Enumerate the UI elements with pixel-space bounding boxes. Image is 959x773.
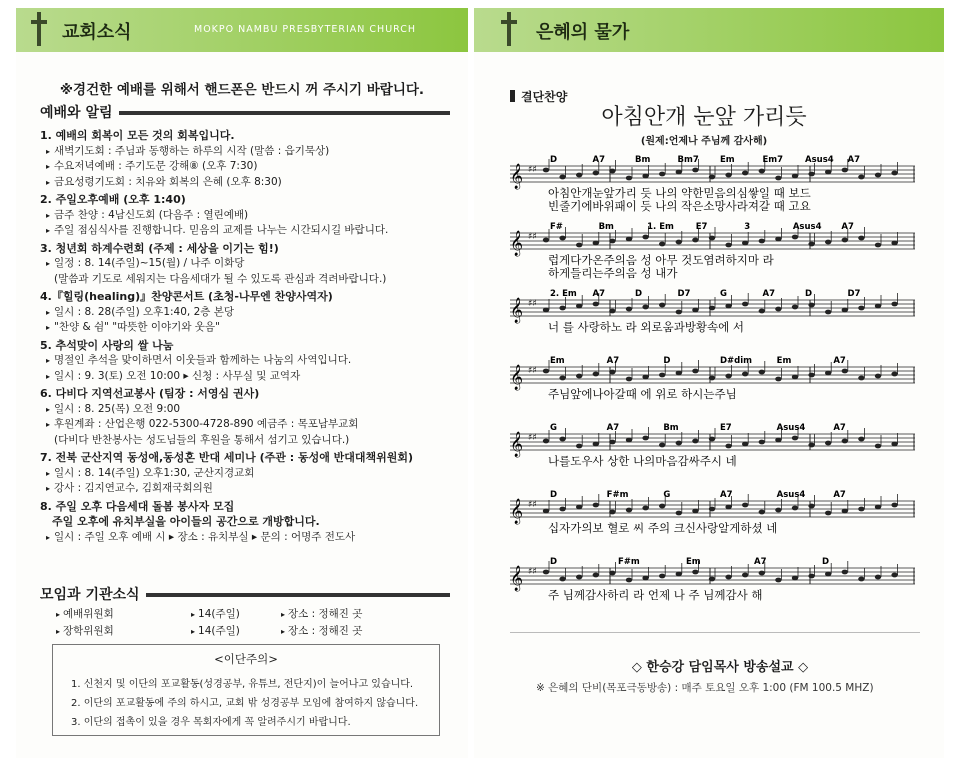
chord-label: Asus4 bbox=[805, 155, 834, 165]
music-note bbox=[725, 243, 731, 248]
music-note bbox=[842, 238, 848, 243]
music-note bbox=[825, 572, 831, 577]
radio-broadcast-info: ※ 은혜의 단비(목포극동방송) : 매주 토요일 오후 1:00 (FM 100.5 MHZ) bbox=[536, 682, 874, 694]
music-note bbox=[875, 444, 881, 449]
music-note bbox=[626, 176, 632, 181]
music-note bbox=[825, 240, 831, 245]
music-note bbox=[725, 575, 731, 580]
chord-label: A7 bbox=[720, 490, 733, 500]
music-note bbox=[559, 236, 565, 241]
music-note bbox=[676, 170, 682, 175]
announcement-detail: ▸ 일정 : 8. 14(주일)~15(월) / 나주 이화당 bbox=[40, 256, 460, 272]
chord-label: D bbox=[822, 557, 830, 567]
meetings-section-title: 모임과 기관소식 bbox=[40, 587, 146, 603]
meeting-name: 장학위원회 bbox=[63, 625, 114, 637]
treble-clef-icon: 𝄞 bbox=[510, 231, 524, 256]
music-note bbox=[858, 306, 864, 311]
music-note bbox=[642, 375, 648, 380]
announcement-heading: 6. 다비다 지역선교봉사 (팀장 : 서영심 권사) bbox=[40, 387, 260, 400]
announcement-detail: ▸ 일시 : 주일 오후 예배 시 ▸ 장소 : 유치부실 ▸ 문의 : 어명주 전도사 bbox=[40, 530, 460, 546]
meeting-date: 14(주일) bbox=[198, 625, 240, 637]
chord-label: A7 bbox=[592, 155, 605, 165]
announcement-detail: ▸ 강사 : 김지연교수, 김회재국회의원 bbox=[40, 481, 460, 497]
music-note bbox=[559, 437, 565, 442]
sheet-music bbox=[510, 148, 920, 628]
music-note bbox=[759, 440, 765, 445]
triangle-bullet-icon: ▸ bbox=[281, 610, 286, 619]
treble-clef-icon: 𝄞 bbox=[510, 298, 524, 323]
announcement-item bbox=[40, 338, 460, 385]
music-note bbox=[692, 238, 698, 243]
music-note bbox=[676, 441, 682, 446]
chord-label: D bbox=[550, 490, 558, 500]
music-note bbox=[858, 507, 864, 512]
music-note bbox=[808, 242, 814, 247]
music-note bbox=[775, 307, 781, 312]
chord-label: A7 bbox=[592, 289, 605, 299]
music-note bbox=[792, 174, 798, 179]
announcement-detail: ▸ 금주 찬양 : 4남신도회 (다음주 : 열린예배) bbox=[40, 208, 460, 224]
music-note bbox=[858, 236, 864, 241]
music-note bbox=[725, 304, 731, 309]
lyric-line: 너 를 사랑하노 라 외로움과방황속에 서 bbox=[548, 320, 745, 334]
music-note bbox=[609, 309, 615, 314]
triangle-bullet-icon: ▸ bbox=[191, 610, 196, 619]
chord-label: Em7 bbox=[762, 155, 784, 165]
music-note bbox=[626, 237, 632, 242]
chord-label: Bm bbox=[635, 155, 651, 165]
music-note bbox=[642, 305, 648, 310]
announcement-detail: ▸ 수요저녁예배 : 주기도문 강해⑧ (오후 7:30) bbox=[40, 159, 460, 175]
music-note bbox=[825, 310, 831, 315]
music-note bbox=[626, 578, 632, 583]
music-note bbox=[576, 575, 582, 580]
music-note bbox=[692, 509, 698, 514]
announcement-detail: ▸ 금요성령기도회 : 치유와 회복의 은혜 (오후 8:30) bbox=[40, 175, 460, 191]
music-note bbox=[792, 375, 798, 380]
music-note bbox=[842, 570, 848, 575]
music-note bbox=[842, 369, 848, 374]
caution-line: 1. 신천지 및 이단의 포교활동(성경공부, 유튜브, 전단지)이 늘어나고 있습니다. bbox=[71, 679, 414, 690]
lyric-line: 십자가의보 혈로 씨 주의 크신사랑알게하셨 네 bbox=[548, 521, 778, 535]
music-note bbox=[891, 302, 897, 307]
music-note bbox=[593, 241, 599, 246]
music-note bbox=[692, 168, 698, 173]
music-note bbox=[659, 443, 665, 448]
chord-label: 1. Em bbox=[647, 222, 674, 232]
announcement-item bbox=[40, 386, 460, 448]
music-note bbox=[709, 577, 715, 582]
music-note bbox=[642, 436, 648, 441]
music-note bbox=[775, 508, 781, 513]
left-page bbox=[16, 8, 468, 758]
music-note bbox=[659, 242, 665, 247]
music-note bbox=[759, 370, 765, 375]
music-note bbox=[593, 171, 599, 176]
heresy-caution-box bbox=[52, 644, 440, 736]
music-note bbox=[742, 442, 748, 447]
meeting-row bbox=[56, 606, 456, 623]
meeting-place: 장소 : 정해진 곳 bbox=[288, 625, 363, 637]
announcement-detail: ▸ 새벽기도회 : 주님과 동행하는 하루의 시작 (말씀 : 읍기묵상) bbox=[40, 144, 460, 160]
key-signature: ♯♯ bbox=[528, 299, 537, 309]
announcement-heading: 5. 추석맞이 사랑의 쌀 나눔 bbox=[40, 338, 174, 352]
music-note bbox=[676, 240, 682, 245]
music-note bbox=[692, 369, 698, 374]
music-note bbox=[659, 172, 665, 177]
music-note bbox=[742, 171, 748, 176]
chord-label: D7 bbox=[847, 289, 861, 299]
chord-label: Bm7 bbox=[677, 155, 699, 165]
music-note bbox=[742, 503, 748, 508]
music-note bbox=[609, 239, 615, 244]
key-signature: ♯♯ bbox=[528, 366, 537, 376]
announcement-note: (다비다 반찬봉사는 성도님들의 후원을 통해서 섬기고 있습니다.) bbox=[54, 433, 350, 446]
lyric-line: 나를도우사 상한 나의마음감싸주시 네 bbox=[548, 454, 737, 468]
song-original-title: (원제:언제나 주님께 감사해) bbox=[640, 136, 768, 147]
music-note bbox=[609, 370, 615, 375]
music-note bbox=[725, 444, 731, 449]
lyric-line: 주 님께감사하리 라 언제 나 주 님께감사 해 bbox=[548, 588, 763, 602]
music-note bbox=[609, 440, 615, 445]
announcement-detail: ▸ 주일 점심식사를 진행합니다. 믿음의 교제를 나누는 시간되시길 바랍니다. bbox=[40, 223, 460, 239]
treble-clef-icon: 𝄞 bbox=[510, 164, 524, 189]
music-note bbox=[842, 308, 848, 313]
music-note bbox=[891, 372, 897, 377]
chord-label: A7 bbox=[833, 423, 846, 433]
music-note bbox=[891, 573, 897, 578]
music-note bbox=[626, 438, 632, 443]
announcement-heading: 8. 주일 오후 다음세대 돌봄 봉사자 모집 bbox=[40, 499, 235, 513]
music-note bbox=[593, 573, 599, 578]
music-note bbox=[659, 504, 665, 509]
meetings-section-heading bbox=[40, 584, 450, 604]
music-note bbox=[808, 303, 814, 308]
music-note bbox=[692, 439, 698, 444]
music-note bbox=[676, 371, 682, 376]
music-note bbox=[593, 503, 599, 508]
chord-label: G bbox=[550, 423, 557, 433]
key-signature: ♯♯ bbox=[528, 232, 537, 242]
music-note bbox=[891, 241, 897, 246]
lyric-line: 빈줄기에바위패이 듯 나의 작은소망사라져갈 때 고요 bbox=[548, 199, 811, 213]
music-note bbox=[808, 504, 814, 509]
caution-line: 2. 이단의 포교활동에 주의 하시고, 교회 밖 성경공부 모임에 참여하지 않습니다. bbox=[71, 698, 419, 709]
music-note bbox=[543, 369, 549, 374]
music-note bbox=[792, 576, 798, 581]
cross-icon bbox=[30, 12, 48, 46]
song-section-label: 결단찬양 bbox=[510, 88, 567, 105]
music-note bbox=[842, 168, 848, 173]
music-note bbox=[626, 508, 632, 513]
announcement-list bbox=[40, 128, 460, 547]
worship-section-heading bbox=[40, 102, 450, 122]
chord-label: Asus4 bbox=[776, 423, 806, 433]
lyric-line: 주님앞에나아갈때 에 위로 하시는주님 bbox=[548, 387, 737, 401]
music-note bbox=[543, 439, 549, 444]
triangle-bullet-icon: ▸ bbox=[281, 627, 286, 636]
announcement-detail: ▸ 일시 : 8. 25(목) 오전 9:00 bbox=[40, 402, 460, 418]
music-note bbox=[576, 173, 582, 178]
chord-label: D7 bbox=[677, 289, 691, 299]
music-note bbox=[676, 572, 682, 577]
music-note bbox=[576, 243, 582, 248]
key-signature: ♯♯ bbox=[528, 165, 537, 175]
chord-label: A7 bbox=[847, 155, 860, 165]
chord-label: F#m bbox=[618, 557, 640, 567]
music-note bbox=[875, 575, 881, 580]
treble-clef-icon: 𝄞 bbox=[510, 566, 524, 591]
chord-label: Asus4 bbox=[776, 490, 806, 500]
announcement-heading: 1. 예배의 회복이 모든 것의 회복입니다. bbox=[40, 129, 235, 142]
announcement-heading: 7. 전북 군산지역 동성애,동성혼 반대 세미나 (주관 : 동성애 반대대책위원회) bbox=[40, 451, 414, 464]
treble-clef-icon: 𝄞 bbox=[510, 365, 524, 390]
caution-line: 3. 이단의 접촉이 있을 경우 목회자에게 꼭 알려주시기 바랍니다. bbox=[71, 717, 351, 728]
music-note bbox=[642, 576, 648, 581]
music-note bbox=[742, 573, 748, 578]
announcement-heading: 3. 청년회 하계수련회 (주제 : 세상을 이기는 힘!) bbox=[40, 241, 279, 255]
music-note bbox=[792, 436, 798, 441]
announcement-heading: 2. 주일오후예배 (오후 1:40) bbox=[40, 193, 186, 206]
treble-clef-icon: 𝄞 bbox=[510, 499, 524, 524]
music-note bbox=[626, 307, 632, 312]
music-note bbox=[759, 571, 765, 576]
music-note bbox=[709, 376, 715, 381]
music-note bbox=[576, 505, 582, 510]
music-note bbox=[742, 302, 748, 307]
triangle-bullet-icon: ▸ bbox=[56, 627, 61, 636]
music-note bbox=[559, 376, 565, 381]
triangle-bullet-icon: ▸ bbox=[56, 610, 61, 619]
song-title: 아침안개 눈앞 가리듯 bbox=[601, 105, 807, 130]
music-note bbox=[543, 509, 549, 514]
sermon-heading: ◇ 한승강 담임목사 방송설교 ◇ bbox=[631, 660, 809, 675]
music-note bbox=[775, 176, 781, 181]
music-note bbox=[659, 303, 665, 308]
music-note bbox=[659, 574, 665, 579]
chord-label: Em bbox=[550, 356, 565, 366]
music-note bbox=[891, 503, 897, 508]
chord-label: Asus4 bbox=[792, 222, 822, 232]
meeting-date: 14(주일) bbox=[198, 608, 240, 620]
left-title: 교회소식 bbox=[62, 22, 132, 43]
lyric-line: 아침안개눈앞가리 듯 나의 약한믿음의심쌓일 때 보드 bbox=[548, 186, 811, 200]
music-note bbox=[858, 577, 864, 582]
left-header bbox=[16, 8, 468, 52]
music-note bbox=[642, 174, 648, 179]
meeting-row bbox=[56, 623, 456, 640]
treble-clef-icon: 𝄞 bbox=[510, 432, 524, 457]
music-note bbox=[808, 172, 814, 177]
announcement-detail: ▸ 명절인 추석을 맞이하면서 이웃들과 함께하는 나눔의 사역입니다. bbox=[40, 353, 460, 369]
music-note bbox=[808, 373, 814, 378]
music-note bbox=[792, 235, 798, 240]
music-note bbox=[709, 175, 715, 180]
chord-label: Em bbox=[686, 557, 701, 567]
music-note bbox=[875, 304, 881, 309]
music-note bbox=[676, 511, 682, 516]
cross-icon bbox=[500, 12, 518, 46]
music-note bbox=[759, 169, 765, 174]
announcement-item bbox=[40, 450, 460, 497]
music-note bbox=[842, 509, 848, 514]
announcement-detail: ▸ 일시 : 9. 3(토) 오전 10:00 ▸ 신청 : 사무실 및 교역자 bbox=[40, 369, 460, 385]
music-note bbox=[842, 439, 848, 444]
music-note bbox=[759, 309, 765, 314]
chord-label: A7 bbox=[754, 557, 767, 567]
chord-label: Bm bbox=[663, 423, 679, 433]
chord-label: F#m bbox=[606, 490, 629, 500]
music-note bbox=[725, 505, 731, 510]
chord-label: Bm bbox=[598, 222, 614, 232]
meeting-list bbox=[56, 606, 456, 640]
music-note bbox=[609, 510, 615, 515]
music-note bbox=[808, 443, 814, 448]
right-title: 은혜의 물가 bbox=[536, 22, 630, 43]
music-note bbox=[709, 507, 715, 512]
music-note bbox=[626, 377, 632, 382]
chord-label: A7 bbox=[606, 356, 620, 366]
announcement-detail: ▸ 일시 : 8. 28(주일) 오후1:40, 2층 본당 bbox=[40, 305, 460, 321]
right-page bbox=[474, 8, 944, 758]
music-note bbox=[742, 372, 748, 377]
church-name: MOKPO NAMBU PRESBYTERIAN CHURCH bbox=[194, 24, 417, 35]
music-note bbox=[593, 442, 599, 447]
chord-label: D bbox=[805, 289, 813, 299]
music-note bbox=[775, 237, 781, 242]
announcement-item bbox=[40, 499, 460, 546]
chord-label: 3 bbox=[744, 222, 751, 232]
worship-section-title: 예배와 알림 bbox=[40, 105, 119, 121]
music-note bbox=[609, 169, 615, 174]
chord-label: D bbox=[635, 289, 643, 299]
chord-label: A7 bbox=[833, 356, 846, 366]
music-note bbox=[891, 171, 897, 176]
chord-label: D bbox=[663, 356, 671, 366]
music-note bbox=[858, 437, 864, 442]
chord-label: F# bbox=[550, 222, 563, 232]
chord-label: A7 bbox=[833, 490, 846, 500]
music-note bbox=[775, 377, 781, 382]
music-note bbox=[559, 577, 565, 582]
music-note bbox=[825, 511, 831, 516]
music-note bbox=[875, 505, 881, 510]
announcement-item bbox=[40, 241, 460, 288]
music-note bbox=[692, 570, 698, 575]
announcement-detail: ▸ "찬양 & 쉼" "따뜻한 이야기와 웃음" bbox=[40, 320, 460, 336]
chord-label: Em bbox=[776, 356, 792, 366]
lyric-line: 하게들리는주의음 성 내가 bbox=[548, 266, 678, 280]
music-note bbox=[709, 306, 715, 311]
chord-label: G bbox=[720, 289, 727, 299]
music-note bbox=[559, 507, 565, 512]
music-note bbox=[692, 308, 698, 313]
chord-label: D#dim bbox=[720, 356, 753, 366]
announcement-heading: 4.『힐링(healing)』찬양콘서트 (초청-나무엔 찬양사역자) bbox=[40, 290, 333, 303]
music-note bbox=[725, 173, 731, 178]
music-note bbox=[808, 574, 814, 579]
chord-label: A7 bbox=[841, 222, 854, 232]
music-note bbox=[659, 373, 665, 378]
key-signature: ♯♯ bbox=[528, 500, 537, 510]
music-note bbox=[543, 308, 549, 313]
music-note bbox=[559, 175, 565, 180]
chord-label: A7 bbox=[762, 289, 775, 299]
music-note bbox=[792, 305, 798, 310]
music-note bbox=[676, 310, 682, 315]
divider bbox=[510, 632, 920, 633]
music-note bbox=[759, 239, 765, 244]
music-note bbox=[709, 437, 715, 442]
music-note bbox=[559, 306, 565, 311]
key-signature: ♯♯ bbox=[528, 433, 537, 443]
music-note bbox=[593, 372, 599, 377]
announcement-detail: ▸ 후원계좌 : 산업은행 022-5300-4728-890 예금주 : 목포남부교회 bbox=[40, 417, 460, 433]
music-note bbox=[858, 175, 864, 180]
music-note bbox=[759, 510, 765, 515]
chord-label: A7 bbox=[606, 423, 620, 433]
music-note bbox=[576, 304, 582, 309]
music-note bbox=[543, 238, 549, 243]
music-note bbox=[742, 241, 748, 246]
music-note bbox=[792, 506, 798, 511]
announcement-item bbox=[40, 192, 460, 239]
music-note bbox=[576, 444, 582, 449]
announcement-note: (말씀과 기도로 세워지는 다음세대가 될 수 있도록 관심과 격려바랍니다.) bbox=[54, 272, 387, 285]
announcement-detail: ▸ 일시 : 8. 14(주일) 오후1:30, 군산지경교회 bbox=[40, 466, 460, 482]
lyric-line: 럽게다가온주의음 성 아무 것도염려하지마 라 bbox=[548, 253, 774, 267]
music-note bbox=[543, 570, 549, 575]
chord-label: E7 bbox=[695, 222, 708, 232]
music-note bbox=[775, 438, 781, 443]
music-note bbox=[593, 302, 599, 307]
music-note bbox=[875, 243, 881, 248]
chord-label: E7 bbox=[720, 423, 732, 433]
music-note bbox=[642, 506, 648, 511]
music-note bbox=[875, 173, 881, 178]
music-note bbox=[825, 441, 831, 446]
music-note bbox=[875, 374, 881, 379]
music-note bbox=[825, 170, 831, 175]
announcement-item bbox=[40, 128, 460, 190]
music-note bbox=[543, 168, 549, 173]
triangle-bullet-icon: ▸ bbox=[191, 627, 196, 636]
music-note bbox=[709, 236, 715, 241]
music-note bbox=[775, 578, 781, 583]
music-note bbox=[891, 442, 897, 447]
announcement-item bbox=[40, 289, 460, 336]
chord-label: G bbox=[663, 490, 671, 500]
chord-label: 2. Em bbox=[550, 289, 577, 299]
meeting-place: 장소 : 정해진 곳 bbox=[288, 608, 363, 620]
music-note bbox=[576, 374, 582, 379]
chord-label: Em bbox=[720, 155, 735, 165]
announcement-subheading: 주일 오후에 유치부실을 아이들의 공간으로 개방합니다. bbox=[52, 515, 320, 528]
music-note bbox=[725, 374, 731, 379]
music-note bbox=[825, 371, 831, 376]
right-header bbox=[474, 8, 944, 52]
music-note bbox=[642, 235, 648, 240]
meeting-name: 예배위원회 bbox=[63, 608, 114, 620]
phone-notice: ※경건한 예배를 위해서 핸드폰은 반드시 꺼 주시기 바랍니다. bbox=[59, 82, 425, 98]
key-signature: ♯♯ bbox=[528, 567, 537, 577]
chord-label: D bbox=[550, 155, 558, 165]
caution-title: <이단주의> bbox=[214, 652, 278, 666]
music-note bbox=[609, 571, 615, 576]
chord-label: D bbox=[550, 557, 558, 567]
music-note bbox=[858, 376, 864, 381]
